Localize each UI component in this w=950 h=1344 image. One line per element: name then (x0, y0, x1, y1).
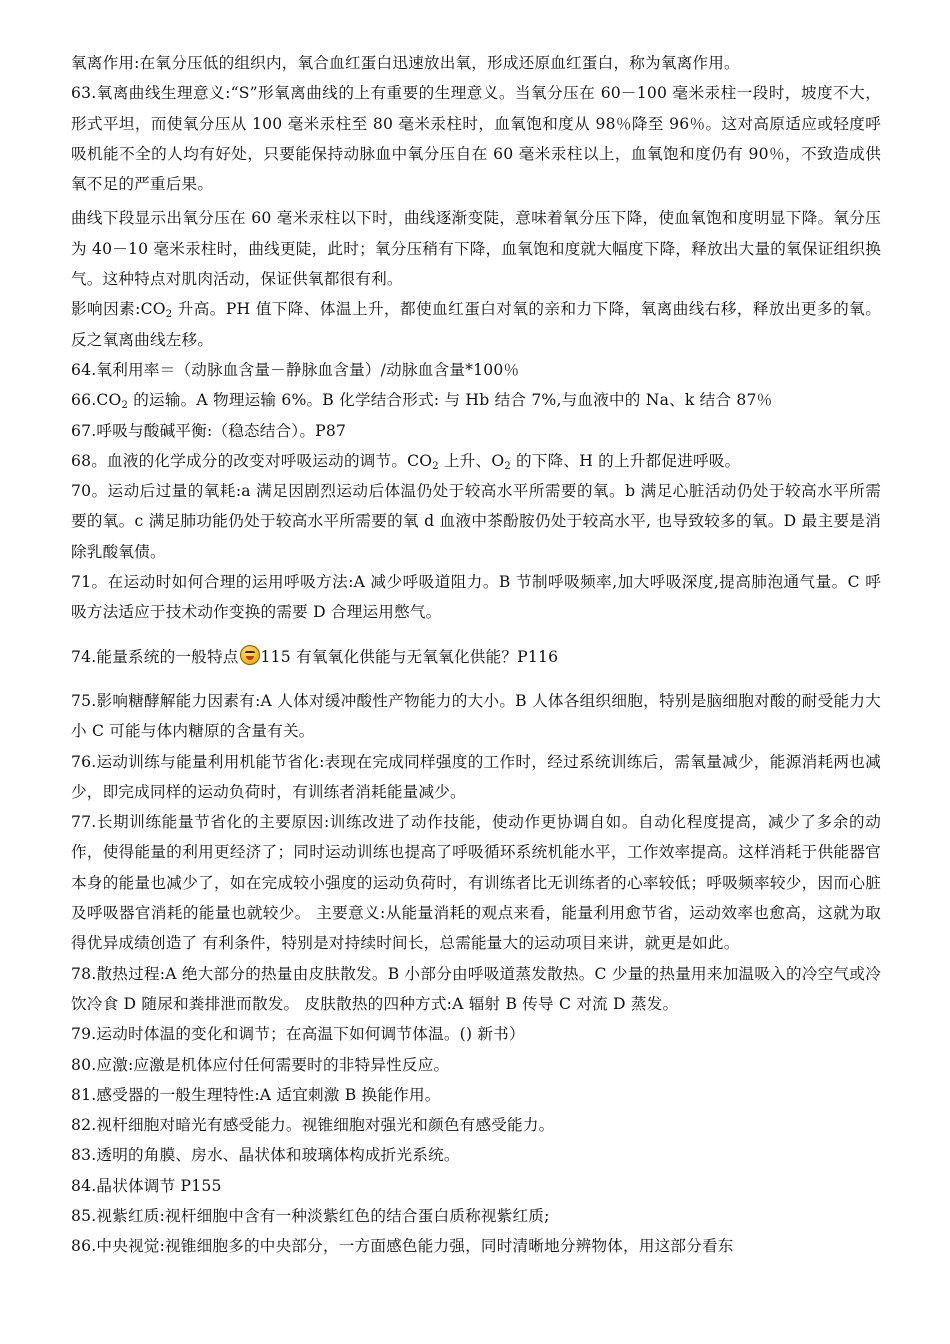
paragraph-84: 84.晶状体调节 P155 (71, 1176, 222, 1195)
paragraph-75: 75.影响糖酵解能力因素有:A 人体对缓冲酸性产物能力的大小。B 人体各组织细胞，特别是脑细胞对酸的耐受能力大小 C 可能与体内糖原的含量有关。 (71, 691, 881, 741)
paragraph-71: 71。在运动时如何合理的运用呼吸方法:A 减少呼吸道阻力。B 节制呼吸频率,加大呼吸深度,提高肺泡通气量。C 呼吸方法适应于技术动作变换的需要 D 合理运用憋气。 (71, 573, 881, 622)
paragraph-78: 78.散热过程:A 绝大部分的热量由皮肤散发。B 小部分由呼吸道蒸发散热。C 少量的热量用来加温吸入的冷空气或冷饮冷食 D 随尿和粪排泄而散发。 皮肤散热的四种方式:A 辐射 B 传导 C 对流 D 蒸发。 (71, 964, 881, 1013)
paragraph-66: $66.CO_2$ 的运输。A 物理运输 6%。B 化学结合形式: 与 Hb 结合 7%,与血液中的 Na、k 结合 87％ (71, 391, 773, 412)
paragraph-76: 76.运动训练与能量利用机能节省化:表现在完成同样强度的工作时，经过系统训练后，需氧量减少，能源消耗两也减少，即完成同样的运动负荷时，有训练者消耗能量减少。 (71, 752, 881, 801)
paragraph-68: 68。血液的化学成分的改变对呼吸运动的调节。$CO_2$ 上升、$O_2$ 的下降、H 的上升都促进呼吸。 (71, 451, 741, 472)
paragraph-79: 79.运动时体温的变化和调节；在高温下如何调节体温。() 新书） (71, 1025, 525, 1044)
paragraph-influencing-factors: 影响因素$:CO_2$ 升高。PH 值下降、体温上升，都使血红蛋白对氧的亲和力下降，氧离曲线右移，释放出更多的氧。反之氧离曲线左移。 (71, 300, 881, 349)
document-page (71, 48, 881, 1262)
grinning-face-with-tongue-icon (240, 645, 260, 665)
paragraph-86: 86.中央视觉:视锥细胞多的中央部分，一方面感色能力强，同时清晰地分辨物体，用这部分看东 (71, 1237, 734, 1256)
paragraph-82: 82.视杆细胞对暗光有感受能力。视锥细胞对强光和颜色有感受能力。 (71, 1116, 555, 1135)
paragraph-curve-lower-segment: 曲线下段显示出氧分压在 60 毫米汞柱以下时，曲线逐渐变陡，意味着氧分压下降，使血氧饱和度明显下降。氧分压为 40－10 毫米汞柱时，曲线更陡，此时；氧分压稍有下降，血氧饱和度就大幅度下降，释放出大量的氧保证组织换气。这种特点对肌肉活动，保证供氧都很有利。 (71, 209, 881, 289)
paragraph-85: 85.视紫红质:视杆细胞中含有一种淡紫红色的结合蛋白质称视紫红质; (71, 1206, 550, 1225)
paragraph-63: 63.氧离曲线生理意义:“S”形氧离曲线的上有重要的生理意义。当氧分压在 60－100 毫米汞柱一段时，坡度不大，形式平坦，而使氧分压从 100 毫米汞柱至 80 毫米汞柱时，血氧饱和度从 98％降至 96％。这对高原适应或轻度呼吸机能不全的人均有好处，只要能保持动脉血中氧分压自在 60 毫米汞柱以上，血氧饱和度仍有 90％，不致造成供氧不足的严重后果。 (71, 84, 881, 194)
paragraph-77: 77.长期训练能量节省化的主要原因:训练改进了动作技能，使动作更协调自如。自动化程度提高，减少了多余的动作，使得能量的利用更经济了；同时运动训练也提高了呼吸循环系统机能水平，工作效率提高。这样消耗于供能器官本身的能量也减少了，如在完成较小强度的运动负荷时，有训练者比无训练者的心率较低；呼吸频率较少，因而心脏及呼吸器官消耗的能量也就较少。 主要意义:从能量消耗的观点来看，能量利用愈节省，运动效率也愈高，这就为取得优异成绩创造了 有利条件，特别是对持续时间长，总需能量大的运动项目来讲，就更是如此。 (71, 813, 881, 953)
paragraph-81: 81.感受器的一般生理特性:A 适宜刺激 B 换能作用。 (71, 1085, 441, 1104)
paragraph-oxygen-dissociation: 氧离作用:在氧分压低的组织内，氧合血红蛋白迅速放出氧，形成还原血红蛋白，称为氧离作用。 (71, 54, 740, 72)
paragraph-70: 70。运动后过量的氧耗:a 满足因剧烈运动后体温仍处于较高水平所需要的氧。b 满足心脏活动仍处于较高水平所需要的氧。c 满足肺功能仍处于较高水平所需要的氧 d 血液中茶酚胺仍处于较高水平, 也导致较多的氧。D 最主要是消除乳酸氧债。 (71, 482, 881, 561)
paragraph-74: 74.能量系统的一般特点 115 有氧氧化供能与无氧氧化供能？P116 (71, 642, 881, 672)
paragraph-67: 67.呼吸与酸碱平衡:（稳态结合）。P87 (71, 421, 347, 440)
paragraph-80: 80.应激:应激是机体应付任何需要时的非特异性反应。 (71, 1055, 450, 1074)
paragraph-64: 64.氧利用率＝（动脉血含量－静脉血含量）/动脉血含量*100％ (71, 360, 520, 379)
paragraph-83: 83.透明的角膜、房水、晶状体和玻璃体构成折光系统。 (71, 1146, 460, 1165)
